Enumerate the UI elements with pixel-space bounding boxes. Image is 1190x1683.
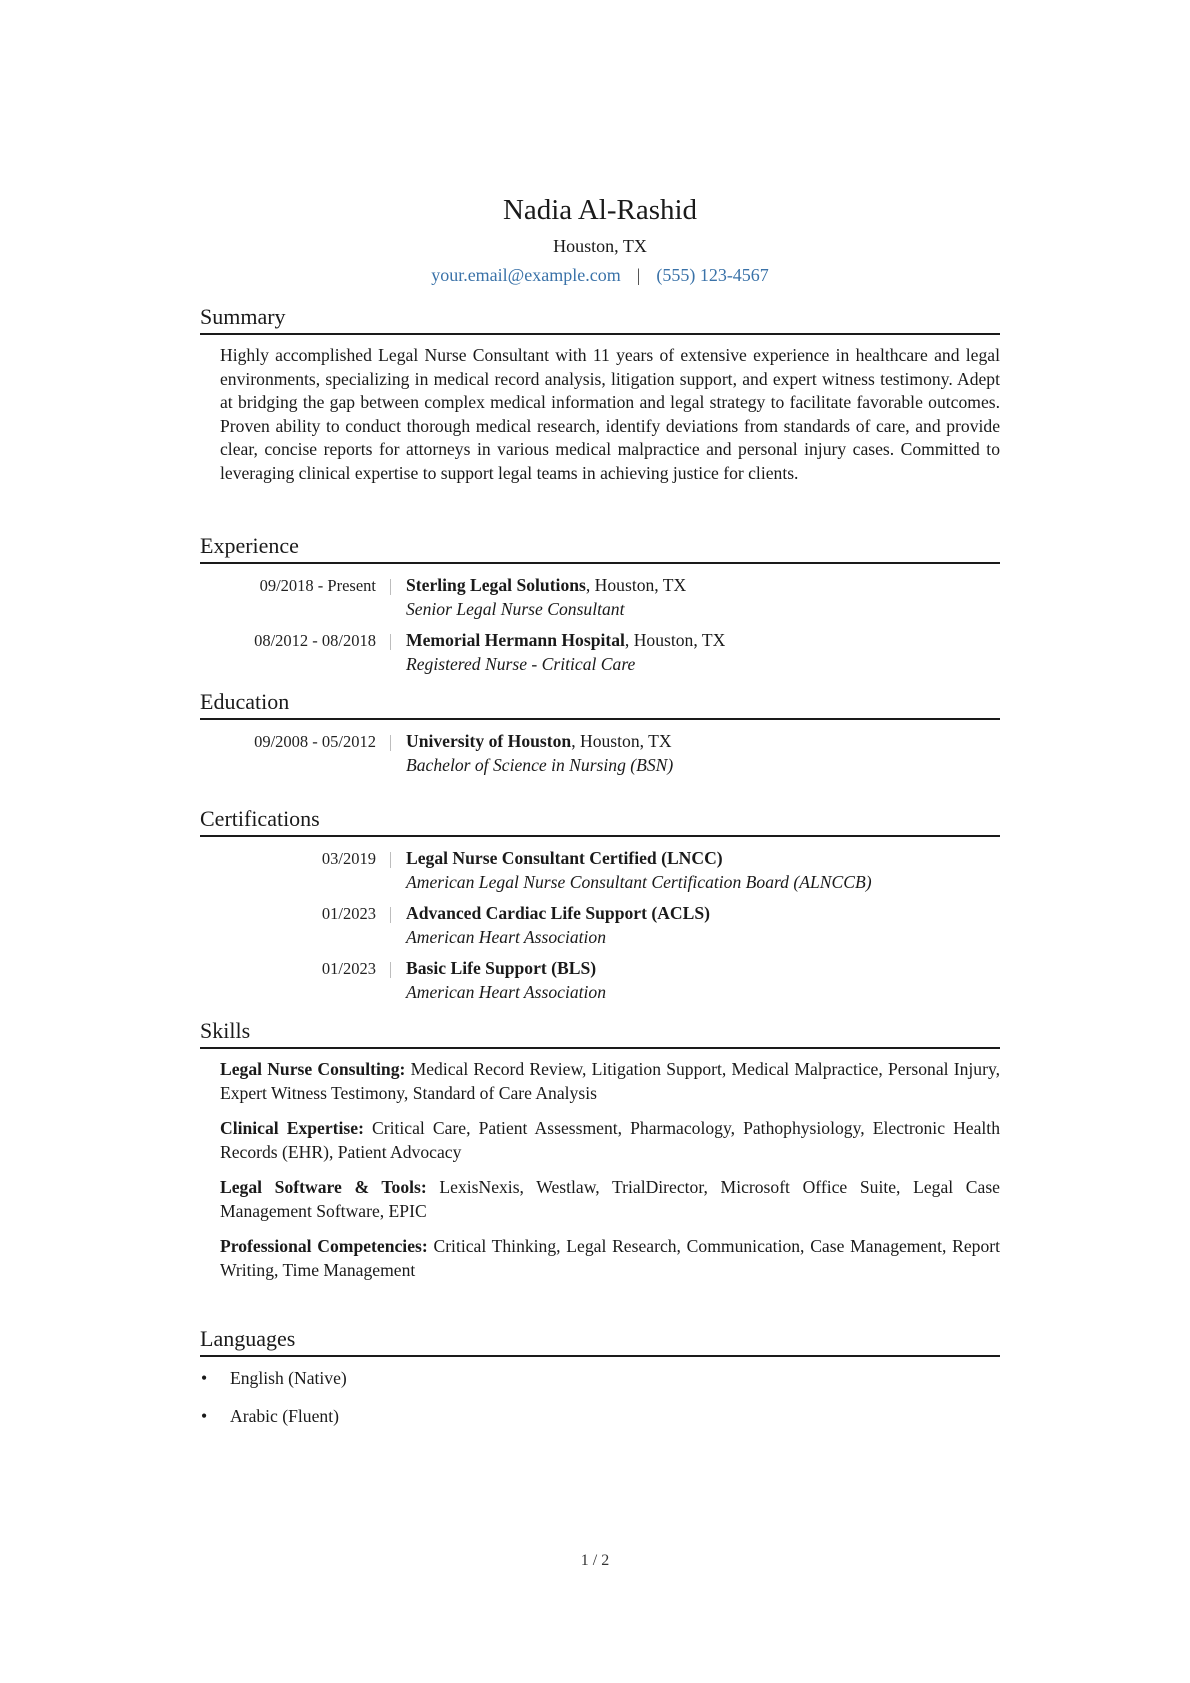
skill-category: Legal Software & Tools: (220, 1177, 427, 1197)
phone-link[interactable]: (555) 123-4567 (656, 265, 769, 285)
entry-body (391, 574, 686, 621)
candidate-location: Houston, TX (553, 236, 647, 256)
skill-values: Critical Care, Patient Assessment, Pharmacology, Pathophysiology, Electronic Health Records (EHR), Patient Advocacy (220, 1118, 1000, 1162)
certification-issuer: American Heart Association (406, 926, 607, 947)
candidate-name: Nadia Al-Rashid (502, 194, 698, 226)
entry-role: Senior Legal Nurse Consultant (406, 598, 625, 619)
certifications-heading: Certifications (200, 804, 1000, 837)
entry-date: 09/2008 - 05/2012 (254, 732, 376, 751)
entry-location: , Houston, TX (571, 731, 672, 751)
summary-section (200, 302, 1000, 485)
contact-separator: | (636, 265, 641, 285)
skill-group (220, 1176, 1000, 1223)
resume-header (200, 188, 1000, 288)
entry-location: , Houston, TX (624, 630, 726, 650)
entry-date: 08/2012 - 08/2018 (254, 631, 376, 650)
summary-heading: Summary (200, 302, 1000, 335)
certification-name: Advanced Cardiac Life Support (ACLS) (406, 903, 710, 923)
skill-values: Medical Record Review, Litigation Support, Medical Malpractice, Personal Injury, Expert Witness Testimony, Standard of Care Analysis (220, 1059, 1000, 1103)
language-item (200, 1367, 1000, 1391)
entry-role: Registered Nurse - Critical Care (406, 653, 636, 674)
languages-section (200, 1324, 1000, 1442)
education-section (200, 687, 1000, 777)
experience-heading: Experience (200, 531, 1000, 564)
entry-body (391, 847, 872, 894)
experience-section (200, 531, 1000, 676)
entry-degree: Bachelor of Science in Nursing (BSN) (406, 754, 674, 775)
experience-entry (200, 574, 1000, 621)
skills-list (220, 1058, 1000, 1282)
education-heading: Education (200, 687, 1000, 720)
bullet-icon: • (201, 1405, 208, 1426)
certification-entry (200, 902, 1000, 949)
entry-date: 03/2019 (321, 849, 376, 868)
certification-issuer: American Heart Association (406, 981, 607, 1002)
summary-text: Highly accomplished Legal Nurse Consultant with 11 years of extensive experience in healthcare and legal environments, specializing in medical record analysis, litigation support, and expert witness testimony. Adept at bridging the gap between complex medical information and legal strategy to facilitate favorable outcomes. Proven ability to conduct thorough medical research, identify deviations from standards of care, and provide clear, concise reports for attorneys in various medical malpractice and personal injury cases. Committed to leveraging clinical expertise to support legal teams in achieving justice for clients. (220, 345, 1000, 483)
entry-organization: Memorial Hermann Hospital (406, 630, 625, 650)
skill-category: Legal Nurse Consulting: (220, 1059, 406, 1079)
bullet-icon: • (201, 1368, 208, 1388)
skill-group (220, 1235, 1000, 1282)
entry-body (391, 730, 673, 777)
entry-body (391, 902, 710, 949)
skills-heading: Skills (200, 1016, 1000, 1049)
certification-issuer: American Legal Nurse Consultant Certification Board (ALNCCB) (406, 871, 872, 892)
languages-heading: Languages (200, 1324, 1000, 1357)
skill-values: Critical Thinking, Legal Research, Communication, Case Management, Report Writing, Time Management (220, 1236, 1000, 1280)
certification-entry (200, 847, 1000, 894)
entry-body (391, 629, 725, 676)
entry-location: , Houston, TX (585, 575, 687, 595)
certification-name: Basic Life Support (BLS) (406, 958, 597, 978)
entry-date: 01/2023 (321, 904, 376, 923)
skill-category: Professional Competencies: (220, 1236, 428, 1256)
entry-date: 01/2023 (321, 959, 376, 978)
skill-group (220, 1117, 1000, 1164)
languages-list (200, 1367, 1000, 1428)
skill-group (220, 1058, 1000, 1105)
skill-values: LexisNexis, Westlaw, TrialDirector, Microsoft Office Suite, Legal Case Management Software, EPIC (220, 1177, 1000, 1221)
skills-section (200, 1016, 1000, 1294)
page-number: 1 / 2 (580, 1552, 610, 1569)
certifications-section (200, 804, 1000, 1004)
certification-name: Legal Nurse Consultant Certified (LNCC) (406, 848, 723, 868)
entry-organization: University of Houston (406, 731, 572, 751)
entry-organization: Sterling Legal Solutions (406, 575, 586, 595)
entry-body (391, 957, 606, 1004)
education-entry (200, 730, 1000, 777)
skill-category: Clinical Expertise: (220, 1118, 364, 1138)
contact-line (200, 262, 1000, 288)
email-link[interactable]: your.email@example.com (431, 265, 621, 285)
certification-entry (200, 957, 1000, 1004)
language-item (200, 1405, 1000, 1429)
entry-date: 09/2018 - Present (259, 576, 376, 595)
language-text: Arabic (Fluent) (230, 1405, 339, 1426)
language-text: English (Native) (230, 1368, 347, 1388)
experience-entry (200, 629, 1000, 676)
